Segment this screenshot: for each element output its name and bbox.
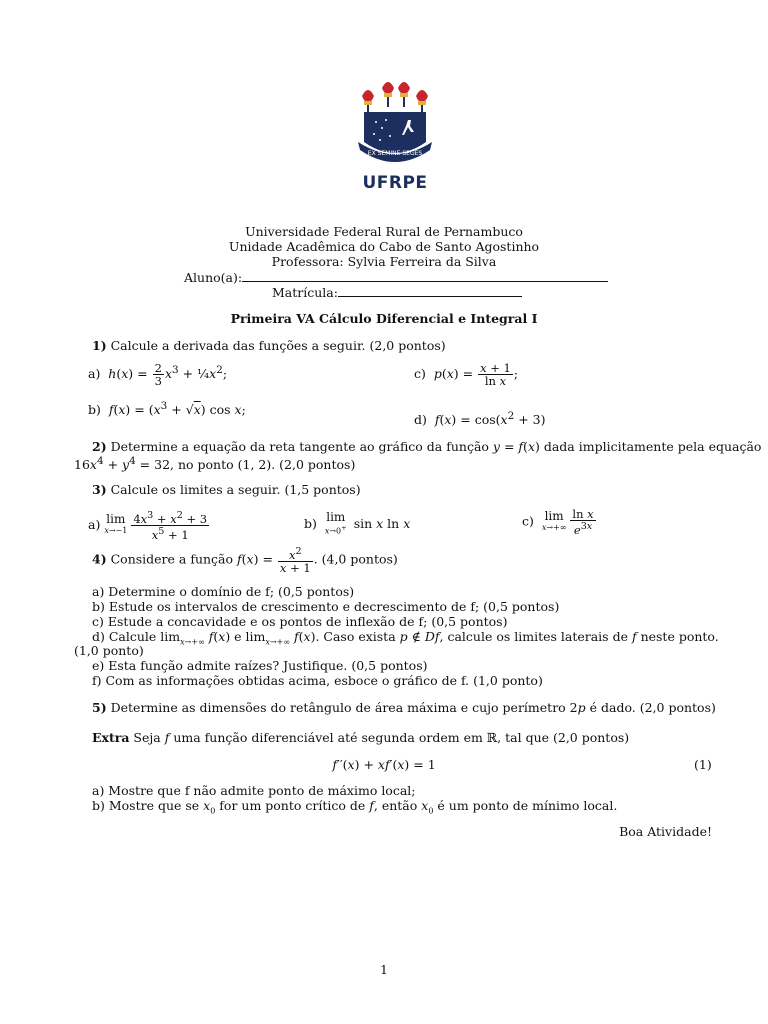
q2-number: 2): [92, 439, 107, 454]
equation-number: (1): [694, 757, 712, 772]
q3-item-b: b) lim x→0+ sin x ln x: [304, 510, 411, 536]
ufrpe-logo: [350, 82, 440, 192]
extra-item-a: a) Mostre que f não admite ponto de máximo local;: [92, 783, 416, 798]
page-number: 1: [380, 962, 388, 977]
question-2: 2) Determine a equação da reta tangente ao gráfico da função y = f(x) dada implicitamente pela equação: [92, 439, 762, 454]
question-5: 5) Determine as dimensões do retângulo de área máxima e cujo perímetro 2p é dado. (2,0 pontos): [92, 700, 716, 715]
question-3: [92, 482, 361, 497]
q1-item-d: d) $f(x) = \cos(x^2 + 3)$: [414, 410, 546, 428]
extra-question: Extra Seja f uma função diferenciável até segunda ordem em ℝ, tal que (2,0 pontos): [92, 730, 630, 745]
id-field[interactable]: [338, 284, 522, 297]
q4-item-d-points: (1,0 ponto): [74, 643, 144, 658]
student-line: [184, 269, 608, 285]
question-1: [92, 338, 446, 353]
q4-item-f: f) Com as informações obtidas acima, esboce o gráfico de f. (1,0 ponto): [92, 673, 543, 688]
q1-number: 1): [92, 338, 107, 353]
q1-text: Calcule a derivada das funções a seguir. (2,0 pontos): [110, 338, 446, 353]
q4-item-e: e) Esta função admite raízes? Justifique. (0,5 pontos): [92, 658, 428, 673]
student-name-field[interactable]: [242, 269, 608, 282]
q1-item-a: a) h(x) = $\frac{2}{3}$ $x^3$ + $\frac{1}{4}x^2$;: [88, 361, 228, 388]
q1-item-b: b) $f(x) = (x^3 + √x)$ cos x;: [88, 400, 246, 418]
extra-item-b: b) Mostre que se $x_0$ for um ponto crítico de f, então $x_0$ é um ponto de mínimo local.: [92, 798, 618, 816]
q4-item-b: b) Estude os intervalos de crescimento e decrescimento de f; (0,5 pontos): [92, 599, 560, 614]
q4-item-a: a) Determine o domínio de f; (0,5 pontos): [92, 584, 355, 599]
professor-name: Professora: Sylvia Ferreira da Silva: [271, 254, 497, 269]
logo-name: UFRPE: [362, 173, 428, 193]
q4-number: 4): [92, 551, 107, 567]
university-name: Universidade Federal Rural de Pernambuco: [245, 224, 523, 239]
exam-title: Primeira VA Cálculo Diferencial e Integral I: [230, 311, 538, 326]
unit-name: Unidade Acadêmica do Cabo de Santo Agostinho: [228, 239, 540, 254]
q3-item-a: a) lim x→−1 $\frac{4x^3 + x^2 + 3}{x^5 + 1}$: [88, 510, 208, 542]
question-2-cont: $16x^4 + y^4 = 32$, no ponto (1, 2). (2,0 pontos): [74, 455, 356, 473]
q3-number: 3): [92, 482, 107, 497]
extra-label: Extra: [92, 730, 130, 745]
id-label: Matrícula:: [272, 285, 338, 300]
extra-equation: f′′(x) + xf′(x) = 1: [332, 757, 436, 772]
closing-text: Boa Atividade!: [619, 824, 712, 839]
id-line: [272, 284, 522, 300]
student-label: Aluno(a):: [184, 270, 243, 285]
q4-item-c: c) Estude a concavidade e os pontos de inflexão de f; (0,5 pontos): [92, 614, 508, 629]
q5-number: 5): [92, 700, 107, 715]
question-4: 4) Considere a função f(x) = $\frac{x^2}{x + 1}$ . (4,0 pontos): [92, 546, 398, 575]
q3-item-c: c) lim x→+∞ $\frac{\text{ln x}}{e^{3x}}$: [522, 507, 594, 537]
q1-item-c: c) p(x) = $\frac{x + 1}{\text{ln x}}$ ;: [414, 361, 519, 388]
q3-text: Calcule os limites a seguir. (1,5 pontos): [110, 482, 361, 497]
q4-item-d: d) Calcule $\lim_{x\to+\infty} f(x)$ e $\lim_{x\to+\infty} f(x)$. Caso exista p ∉ Df, calcule os limites laterais de f neste ponto.: [92, 629, 719, 647]
svg-text:EX SEMINE SEGES: EX SEMINE SEGES: [367, 150, 423, 157]
crest-icon: [350, 82, 440, 167]
